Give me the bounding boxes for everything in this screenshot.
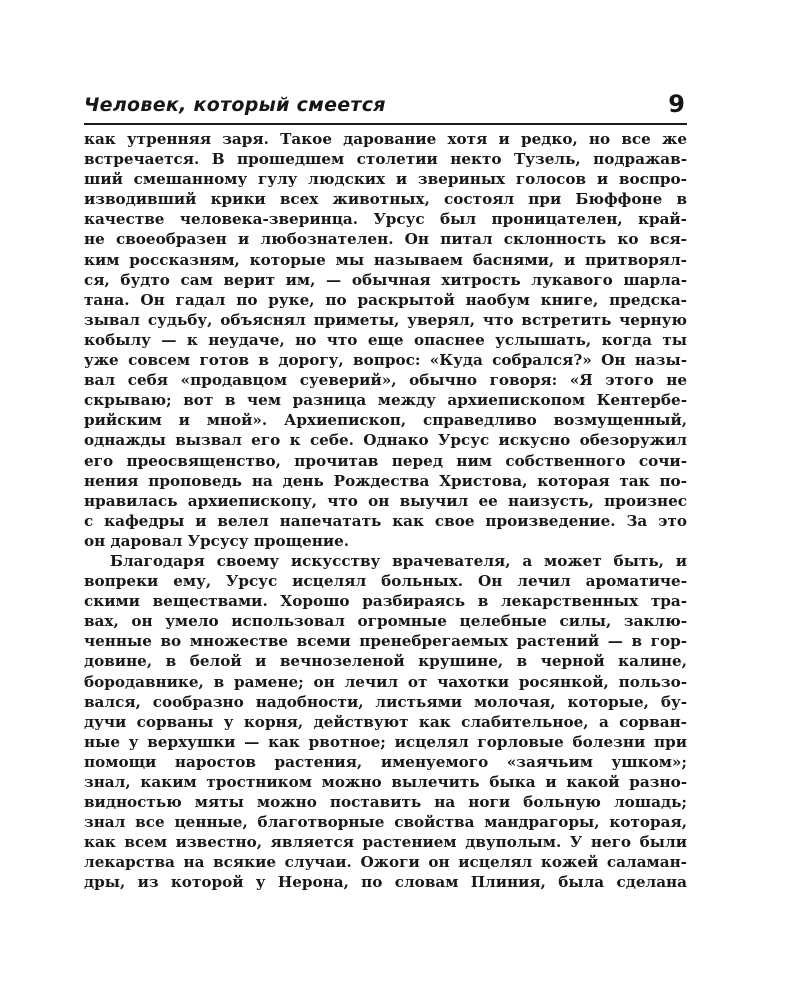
text-line: вопреки ему, Урсус исцелял больных. Он лечил ароматиче- <box>84 572 687 591</box>
text-line: нравилась архиепископу, что он выучил ее наизусть, произнес <box>84 491 687 510</box>
text-line: вался, сообразно надобности, листьями молочая, которые, бу- <box>84 692 687 711</box>
header-rule <box>84 123 687 125</box>
text-line: знал, каким тростником можно вылечить быка и какой разно- <box>84 773 687 791</box>
paragraph <box>84 129 687 551</box>
text-line: тана. Он гадал по руке, по раскрытой наобум книге, предска- <box>84 290 687 309</box>
text-line: ные у верхушки — как рвотное; исцелял горловые болезни при <box>84 732 687 751</box>
text-line: ким россказням, которые мы называем баснями, и притворял- <box>84 250 687 269</box>
text-line: нения проповедь на день Рождества Христова, которая так по- <box>84 471 687 490</box>
text-line: вал себя «продавцом суеверий», обычно говоря: «Я этого не <box>84 371 687 390</box>
text-line: видностью мяты можно поставить на ноги больную лошадь; <box>84 793 687 812</box>
text-line: ся, будто сам верит им, — обычная хитрость лукавого шарла- <box>84 270 687 289</box>
page-number: 9 <box>668 90 685 118</box>
text-line: бородавнике, в рамене; он лечил от чахотки росянкой, пользо- <box>84 672 687 691</box>
text-line: скрываю; вот в чем разница между архиепископом Кентербе- <box>84 391 687 410</box>
text-line: вах, он умело использовал огромные целебные силы, заклю- <box>84 612 687 631</box>
text-line: не своеобразен и любознателен. Он питал склонность ко вся- <box>84 230 687 249</box>
text-line: изводивший крики всех животных, состоял при Бюффоне в <box>84 190 687 209</box>
text-line: качестве человека-зверинца. Урсус был проницателен, край- <box>84 210 687 229</box>
body-text <box>84 129 687 893</box>
paragraph <box>84 551 687 893</box>
text-line: с кафедры и велел напечатать как свое произведение. За это <box>84 511 687 530</box>
text-line: лекарства на всякие случаи. Ожоги он исцелял кожей саламан- <box>84 853 687 872</box>
running-title: Человек, который смеется <box>84 94 386 116</box>
text-line: довине, в белой и вечнозеленой крушине, в черной калине, <box>84 652 687 671</box>
text-line: уже совсем готов в дорогу, вопрос: «Куда собрался?» Он назы- <box>84 351 687 370</box>
text-line: дучи сорваны у корня, действуют как слабительное, а сорван- <box>84 712 687 731</box>
text-line: зывал судьбу, объяснял приметы, уверял, что встретить черную <box>84 310 687 329</box>
text-line: рийским и мной». Архиепископ, справедливо возмущенный, <box>84 411 687 430</box>
text-line: Благодаря своему искусству врачевателя, а может быть, и <box>110 551 687 570</box>
text-line: знал все ценные, благотворные свойства мандрагоры, которая, <box>84 813 687 832</box>
text-line: встречается. В прошедшем столетии некто Тузель, подражав- <box>84 150 687 169</box>
text-line: скими веществами. Хорошо разбираясь в лекарственных тра- <box>84 592 687 611</box>
text-line: как утренняя заря. Такое дарование хотя и редко, но все же <box>84 130 687 148</box>
text-line: помощи наростов растения, именуемого «заячьим ушком»; <box>84 752 687 771</box>
text-line: ченные во множестве всеми пренебрегаемых растений — в гор- <box>84 632 687 651</box>
running-header <box>84 92 687 122</box>
text-line: как всем известно, является растением двуполым. У него были <box>84 833 687 852</box>
text-line: дры, из которой у Нерона, по словам Плиния, была сделана <box>84 873 687 892</box>
text-line: ший смешанному гулу людских и звериных голосов и воспро- <box>84 170 687 189</box>
text-line: его преосвященство, прочитав перед ним собственного сочи- <box>84 451 687 470</box>
text-line: кобылу — к неудаче, но что еще опаснее услышать, когда ты <box>84 330 687 349</box>
text-line: однажды вызвал его к себе. Однако Урсус искусно обезоружил <box>84 431 687 450</box>
text-line: он даровал Урсусу прощение. <box>84 531 350 550</box>
